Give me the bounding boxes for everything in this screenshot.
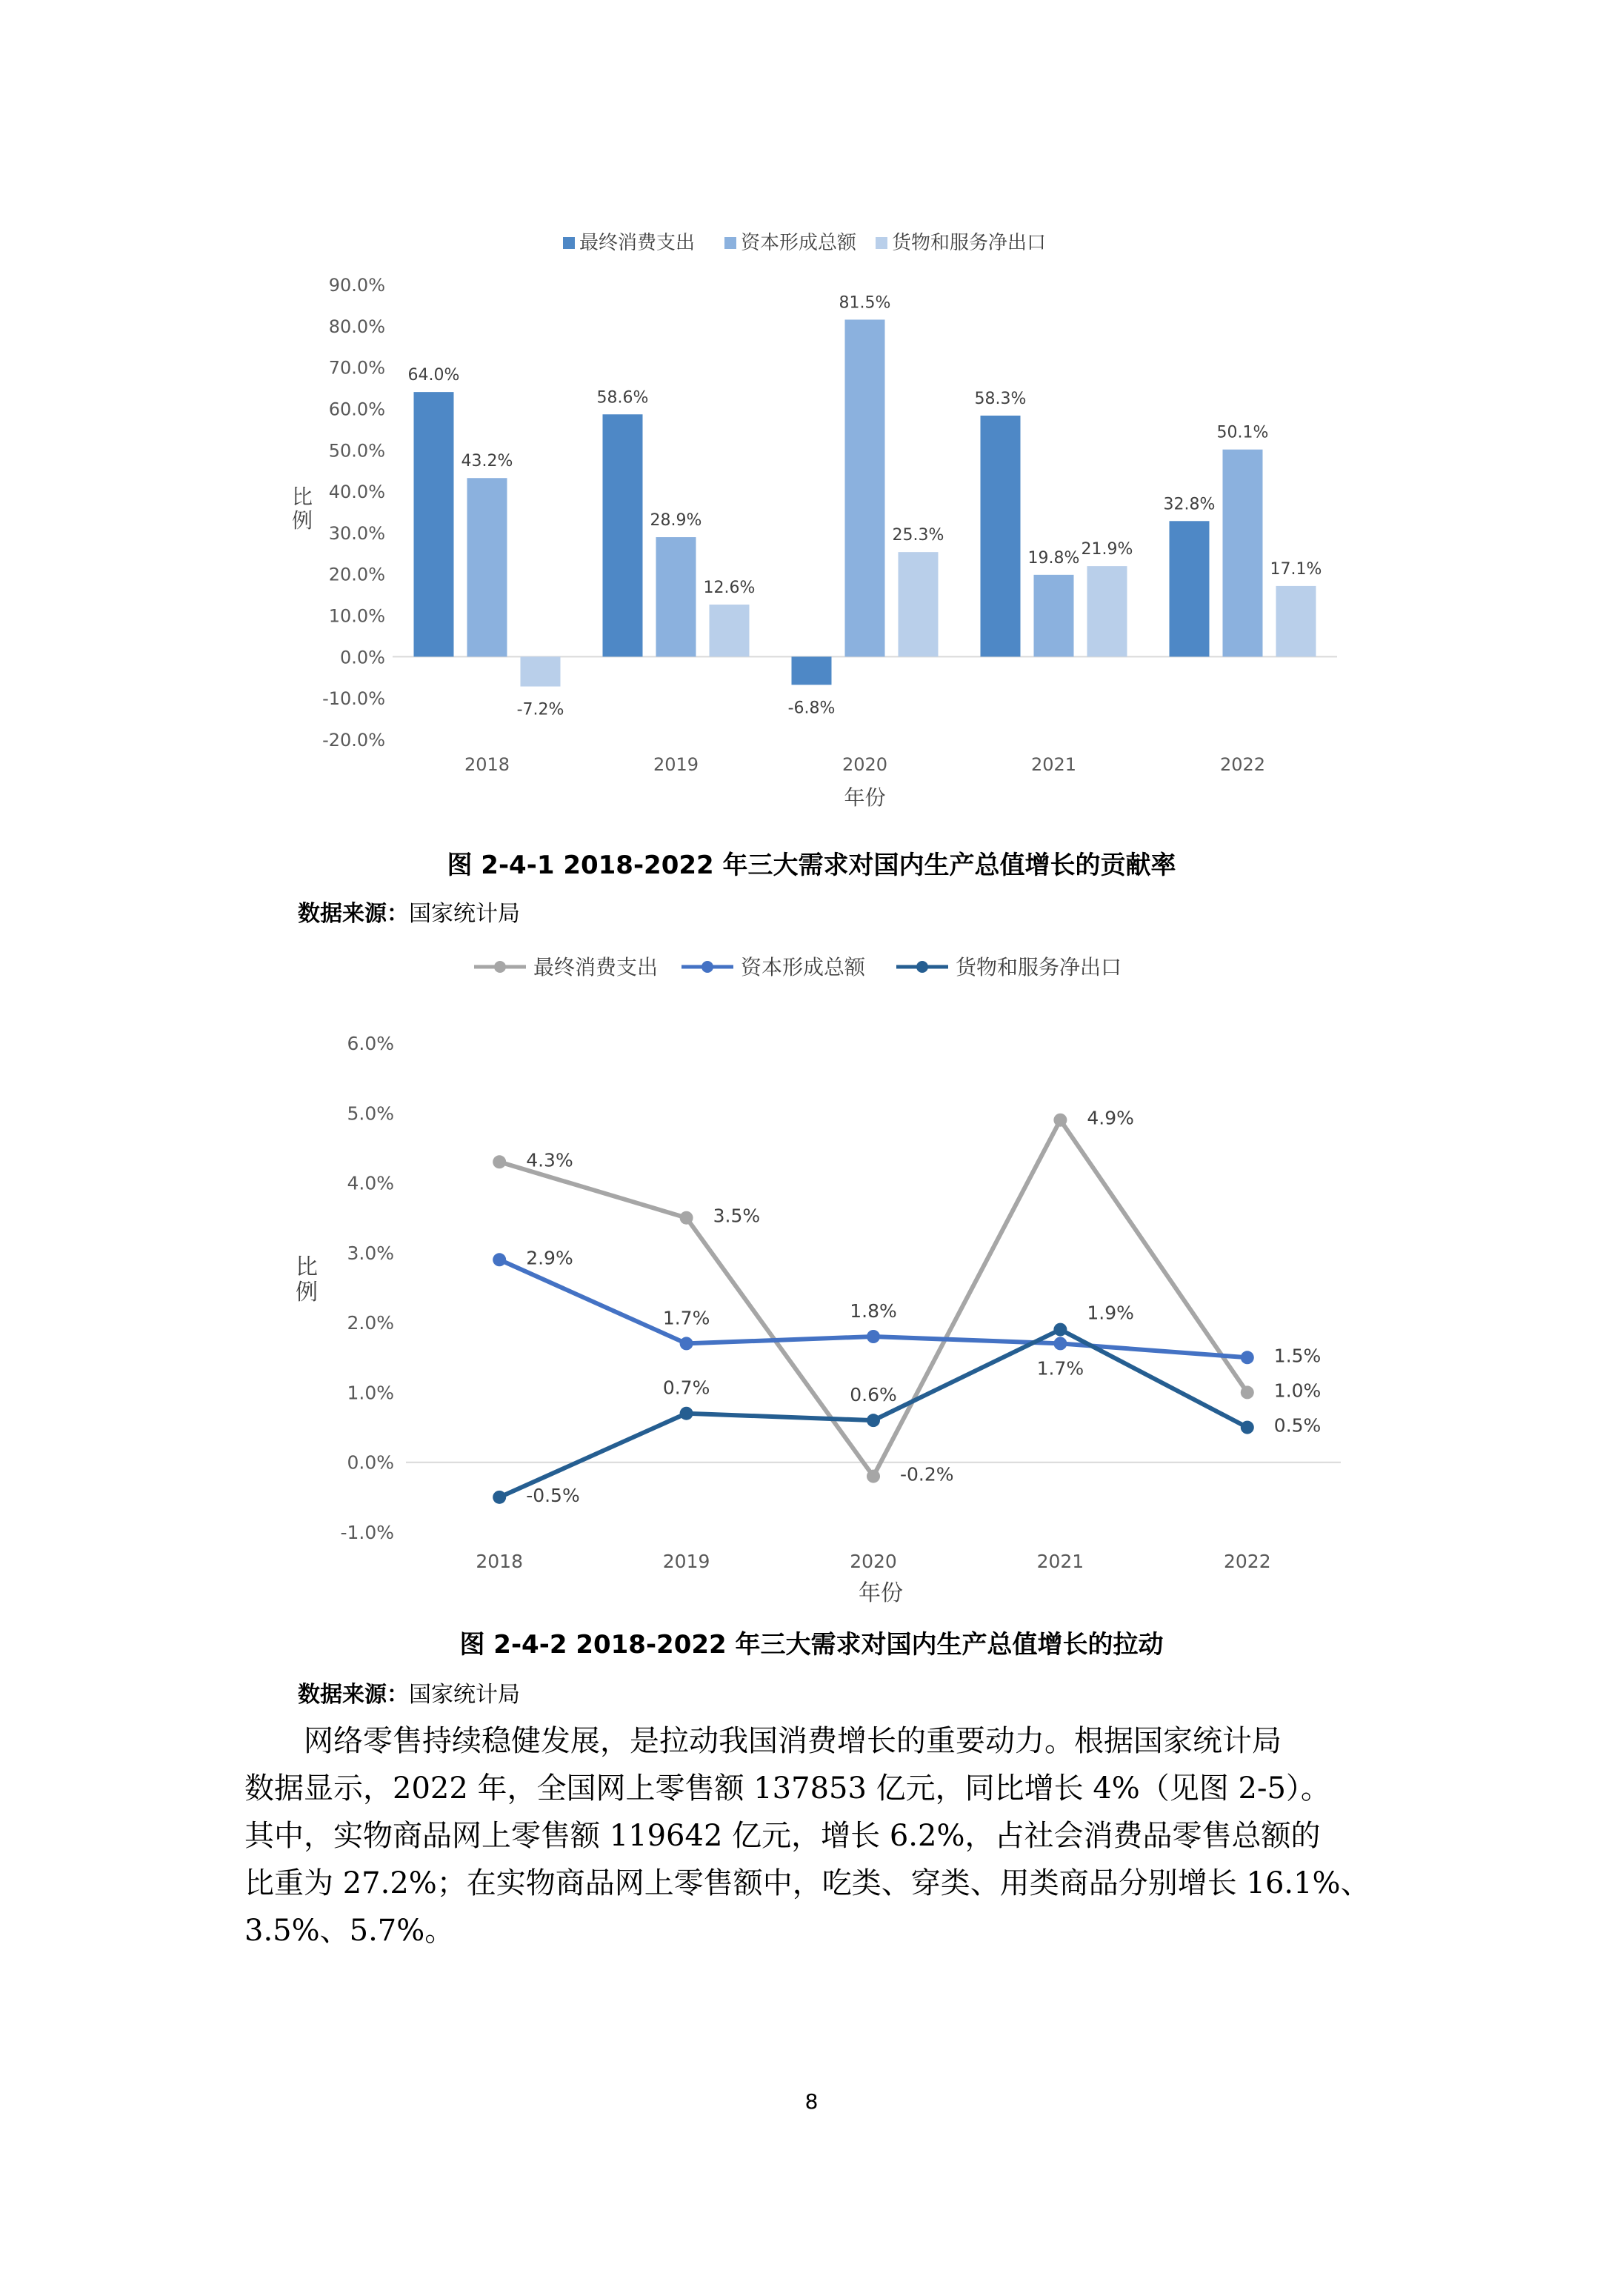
data-point [1053, 1323, 1067, 1337]
x-tick-label: 2021 [1036, 1551, 1084, 1572]
data-label: 2.9% [526, 1247, 573, 1269]
y-tick-label: 50.0% [328, 440, 385, 462]
data-label: 1.5% [1273, 1345, 1322, 1367]
data-label: 21.9% [1081, 540, 1133, 559]
data-label: 4.9% [1087, 1107, 1134, 1129]
x-axis-label: 年份 [844, 785, 886, 810]
data-point [867, 1330, 880, 1343]
legend-label: 资本形成总额 [741, 955, 866, 979]
legend-swatch [876, 237, 887, 249]
y-tick-label: 0.0% [340, 647, 385, 668]
bar [1087, 566, 1127, 656]
legend-marker [916, 961, 928, 973]
bar [899, 552, 939, 656]
y-tick-label: 1.0% [347, 1382, 394, 1404]
bar [656, 537, 696, 656]
y-tick-label: 40.0% [328, 482, 385, 503]
data-point [493, 1155, 506, 1168]
paragraph-line: 网络零售持续稳健发展，是拉动我国消费增长的重要动力。根据国家统计局 [304, 1724, 1282, 1758]
data-label: 50.1% [1216, 423, 1269, 442]
y-tick-label: -1.0% [340, 1522, 394, 1543]
y-tick-label: 3.0% [347, 1242, 394, 1264]
figure-2-source-label: 数据来源： [298, 1682, 409, 1708]
figure-1-source-value: 国家统计局 [409, 901, 520, 927]
data-point [1241, 1351, 1254, 1364]
data-label: 12.6% [703, 579, 756, 598]
legend-label: 最终消费支出 [579, 232, 696, 254]
data-label: -0.5% [526, 1484, 580, 1506]
body-paragraph [244, 1717, 1389, 1954]
figure-2-source [298, 1676, 520, 1708]
figure-2-source-value: 国家统计局 [409, 1682, 520, 1708]
bar [981, 416, 1021, 656]
y-tick-label: 0.0% [347, 1451, 394, 1474]
data-point [1241, 1385, 1254, 1399]
data-label: 3.5% [713, 1205, 761, 1227]
data-point [1053, 1337, 1067, 1350]
y-tick-label: -20.0% [322, 730, 385, 751]
data-point [680, 1211, 693, 1225]
data-label: 19.8% [1027, 548, 1080, 568]
data-label: 0.7% [662, 1377, 710, 1399]
data-label: 81.5% [839, 293, 891, 313]
page-number: 8 [804, 2089, 819, 2114]
data-label: 32.8% [1163, 495, 1216, 514]
data-label: -0.2% [900, 1463, 954, 1485]
x-tick-label: 2019 [662, 1551, 710, 1572]
data-label: 0.5% [1273, 1414, 1322, 1437]
bar [845, 319, 885, 656]
y-tick-label: 80.0% [328, 316, 385, 337]
data-label: 0.6% [850, 1384, 897, 1406]
y-axis-label: 例 [291, 508, 313, 533]
legend-marker [701, 961, 713, 973]
legend-label: 最终消费支出 [533, 955, 659, 979]
paragraph-line: 其中，实物商品网上零售额 119642 亿元，增长 6.2%，占社会消费品零售总额的 [244, 1819, 1321, 1853]
figure-1-source-label: 数据来源： [298, 901, 409, 927]
x-axis-label: 年份 [859, 1580, 903, 1606]
data-label: 64.0% [407, 366, 460, 385]
bar [792, 656, 832, 685]
bar [1170, 521, 1210, 656]
data-label: 25.3% [892, 526, 944, 545]
data-label: 1.7% [1036, 1357, 1084, 1380]
y-tick-label: 30.0% [328, 522, 385, 544]
contribution-bar-chart [0, 0, 1623, 837]
data-label: 28.9% [650, 511, 702, 530]
y-tick-label: 20.0% [328, 564, 385, 585]
data-label: 1.0% [1273, 1380, 1322, 1402]
y-tick-label: 60.0% [328, 399, 385, 420]
data-label: 58.3% [974, 389, 1027, 408]
bar [1276, 586, 1316, 656]
data-point [680, 1407, 693, 1420]
x-tick-label: 2020 [842, 754, 888, 775]
data-point [867, 1470, 880, 1483]
y-tick-label: 2.0% [347, 1312, 394, 1334]
y-axis-label: 比 [296, 1254, 318, 1280]
y-tick-label: 10.0% [328, 605, 385, 627]
data-point [493, 1253, 506, 1266]
paragraph-line: 3.5%、5.7%。 [244, 1914, 455, 1948]
y-axis-label: 例 [296, 1280, 318, 1305]
figure-1-caption: 图 2-4-1 2018-2022 年三大需求对国内生产总值增长的贡献率 [447, 851, 1176, 880]
x-tick-label: 2019 [653, 754, 699, 775]
bar [521, 656, 561, 686]
bar [710, 605, 750, 656]
x-tick-label: 2022 [1219, 754, 1266, 775]
x-tick-label: 2018 [476, 1551, 524, 1572]
data-label: 4.3% [526, 1149, 573, 1171]
data-point [1053, 1114, 1067, 1127]
legend-label: 货物和服务净出口 [892, 232, 1047, 254]
data-label: -6.8% [787, 699, 836, 718]
bar [414, 392, 454, 656]
data-label: 1.8% [850, 1300, 897, 1322]
y-tick-label: 6.0% [347, 1033, 394, 1054]
legend-label: 资本形成总额 [741, 232, 857, 254]
legend-label: 货物和服务净出口 [956, 955, 1122, 979]
data-point [680, 1337, 693, 1350]
legend-marker [494, 961, 506, 973]
bar [1034, 575, 1074, 657]
data-label: 1.7% [662, 1307, 710, 1329]
pull-line-chart [0, 934, 1623, 1615]
bar [1223, 450, 1263, 657]
data-point [1241, 1421, 1254, 1434]
bar [467, 478, 507, 656]
legend-swatch [724, 237, 736, 249]
y-tick-label: 90.0% [328, 275, 385, 296]
data-label: 17.1% [1270, 559, 1322, 579]
data-label: -7.2% [516, 700, 564, 719]
y-tick-label: 5.0% [347, 1102, 394, 1125]
x-tick-label: 2022 [1223, 1551, 1271, 1572]
data-label: 1.9% [1087, 1302, 1134, 1324]
data-point [867, 1414, 880, 1427]
x-tick-label: 2018 [464, 754, 510, 775]
x-tick-label: 2021 [1030, 754, 1077, 775]
figure-2-caption: 图 2-4-2 2018-2022 年三大需求对国内生产总值增长的拉动 [459, 1630, 1164, 1660]
y-tick-label: 70.0% [328, 357, 385, 379]
y-tick-label: -10.0% [322, 688, 385, 710]
paragraph-line: 数据显示，2022 年，全国网上零售额 137853 亿元，同比增长 4%（见图 2-5）。 [244, 1771, 1330, 1806]
figure-1-source [298, 895, 520, 928]
y-axis-label: 比 [291, 485, 313, 509]
legend-swatch [563, 237, 575, 249]
bar [603, 414, 643, 656]
paragraph-line: 比重为 27.2%；在实物商品网上零售额中，吃类、穿类、用类商品分别增长 16.1%、 [244, 1866, 1370, 1900]
data-label: 58.6% [596, 388, 649, 407]
data-point [493, 1491, 506, 1504]
x-tick-label: 2020 [850, 1551, 897, 1572]
data-label: 43.2% [461, 452, 513, 471]
y-tick-label: 4.0% [347, 1172, 394, 1194]
